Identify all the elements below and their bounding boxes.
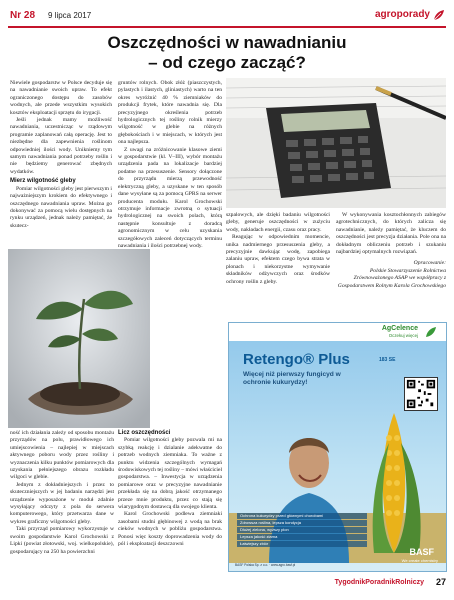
paragraph: W wykonywania kosztochłonnych zabiegów agrotechnicznych, do których zalicza się nawadnianie, należy pamiętać, że kluczem do oszczędności jest precyzja działania. Pole ona na dokładnym obliczeniu potrzeb i szukaniu najbardziej optymalnych rozwiązań.	[336, 212, 446, 256]
page-header	[8, 8, 446, 24]
ad-benefit-list	[237, 513, 367, 548]
ad-brand: AgCelence	[381, 325, 418, 332]
title-line-2: – od czego zacząć?	[148, 53, 306, 72]
ad-footnote: BASF Polska Sp. z o.o. · www.agro.basf.pl	[235, 563, 296, 567]
ad-benefit-item: Lepsza jakość ziarna	[237, 534, 367, 540]
ad-benefit-item: Zdrowsza roślina, lepsza kondycja	[237, 520, 367, 526]
lead-paragraph: Niewiele gospodarstw w Polsce decyduje się na nawadnianie swoich upraw. To efekt ograniczonego dostępu do zasobów wodnych, ale przede wszystkim wysokich kosztów eksploatacji sprzętu do irygacji.	[10, 80, 112, 116]
paragraph: ność ich działania zależy od sposobu montażu przyrządów na polu, prawidłowego ich umiejscowienia – najlepiej w miejscach aktywnego poboru wody przez rośliny i wyznaczenia kilku punktów pomiarowych dla uzyskania pełniejszego obrazu rozkładu wilgoci w glebie.	[10, 430, 114, 481]
column-2-bottom	[118, 428, 222, 549]
footer-brand: TygodnikPoradnikRolniczy	[334, 579, 424, 586]
ad-tagline: Więcej niż pierwszy fungicyd w ochronie kukurydzy!	[243, 371, 341, 386]
column-1-top	[10, 80, 112, 230]
ad-benefit-item: Ochrona kukurydzy przed głównymi chorobami	[237, 513, 367, 519]
ad-product-formulation: 183 SE	[379, 357, 396, 363]
column-4	[336, 212, 446, 290]
issue-number: Nr 28	[10, 10, 36, 21]
article-title	[20, 33, 434, 73]
page-number: 27	[435, 577, 446, 587]
title-line-1: Oszczędności w nawadnianiu	[107, 33, 347, 52]
paragraph: Karol Grochowski podlewa ziemniaki zasobami studni głębinowej z wodą na brak cieków wodnych w pobliżu gospodarstwa. Ponosi więc koszty doprowadzenia wody do pól i eksploatacji deszczowni	[118, 511, 222, 548]
agcelence-leaf-icon	[424, 325, 438, 339]
column-3	[226, 212, 330, 286]
header-rule	[8, 26, 446, 28]
paragraph: Jednym z dokładniejszych i przez to skuteczniejszych w jej badaniu narzędzi jest urządzenie wyposażone w moduł zdalnie wysyłający odczyty z pola do serwera komputerowego, który przetwarza dane w wykres graficzny wilgotności gleby.	[10, 481, 114, 525]
paragraph: Reagując w odpowiednim momencie, unika nadmiernego przesuszenia gleby, a precyzyjnie dawkując wodę, zapobiega zalaniu upraw, efektem czego bywa strata w plonach i niekorzystne wymywanie składników odżywczych oraz środków ochrony roślin z gleby.	[226, 234, 330, 285]
paragraph: Z uwagi na zróżnicowanie klasowe ziemi w gospodarstwie (kl. V–III), wybór montażu urządzenia pada na lokalizacje bardziej podatne na przesuszenie. Sensory dołączone do przyrządu mierzą przewodność elektryczną gleby, a uzyskane w ten sposób dane wysyłane są za pomocą GPRS na serwer producenta modułu. Karol Grochowski otrzymuje informacje zwrotną o sytuacji hydrologicznej na swoich polach, którą następnie konsultuje z doradcą agronomicznym w celu uzyskania szczegółowych zaleceń dotyczących terminu nawadniania i ilości potrzebnej wody.	[118, 146, 222, 249]
section-brand: agroporady	[374, 9, 430, 20]
column-2-top	[118, 80, 222, 250]
paragraph: Pomiar wilgotności gleby jest pierwszym i najważniejszym krokiem do efektywnego i oszczędnego nawadniania upraw. Można go dokonywać za pomocą wielu dostępnych na rynku urządzeń, jednak należy pamiętać, że skutecz-	[10, 185, 112, 229]
seedling-in-hands-photo	[8, 249, 150, 428]
basf-logo: BASF	[409, 547, 434, 557]
paragraph: szpalowych, ale dzięki badaniu wilgotności gleby, generuje oszczędności w zużyciu wody, nakładach energii, czasu oraz pracy.	[226, 212, 330, 233]
ad-benefit-item: Łatwiejszy zbiór	[237, 541, 367, 547]
retengo-advertisement[interactable]	[228, 322, 447, 572]
paragraph: Jeśli jednak mamy możliwość nawadniania, uczestnicząc w rządowym programie zaplanowań całą operację. Jest to niezbędne dla zapewnienia roślinom odpowiedniej ilości wody. Unikniemy tym samym nawadniania ponad potrzeby roślin i nie będziemy generować zbędnych wydatków.	[10, 117, 112, 175]
basf-tagline: We create chemistry	[401, 558, 438, 563]
ad-product-name: Retengo® Plus	[243, 351, 350, 368]
issue-date: 9 lipca 2017	[48, 11, 92, 20]
ad-brand-tagline: Oczekuj więcej	[388, 333, 418, 338]
signature-label: Opracowanie:	[413, 260, 446, 267]
signature-text: Polskie Stowarzyszenie Rolnictwa Zrównoważonego ASAP we współpracy z Gospodarstwem Rolnym Karola Grochowskiego	[337, 267, 446, 289]
paragraph: Taki przyrząd pomiarowy wykorzystuje w swoim gospodarstwie Karol Grochowski z Lipki (powiat złotowski, woj. wielkopolskie), gospodarujący na 250 ha powierzchni	[10, 526, 114, 555]
calculator-photo	[226, 78, 446, 208]
subheading: Licz oszczędności	[118, 430, 171, 436]
paragraph: gruntów rolnych. Obok złóż (piaszczystych, pylastych i ilastych, gliniastych) warto na ten okres wyróżnić 40 % ziemniaków do produkcji frytek, które nawadnia się. Dla precyzyjnego określenia potrzeb hydrologicznych tej rośliny rolnik mierzy wilgotność w glebie na różnych głębokościach i w miejscach, w których jest ona najlepsza.	[118, 80, 222, 146]
ad-benefit-item: Dłużej zielona, wyższy plon	[237, 527, 367, 533]
subheading: Mierz wilgotność gleby	[10, 178, 76, 185]
agroporady-leaf-icon	[432, 8, 446, 22]
paragraph: Pomiar wilgotności gleby pozwala mi na szybką reakcję i dzialanie adekwatne do potrzeb wodnych ziemniaka. To ważne z punktu widzenia szczególnych wymagań środowiskowych tej rośliny – mówi właściciel gospodarstwa. – Inwestycja w urządzenia pomiarowe oraz w precyzyjne nawadnianie przekłada się na dobrą jakość otrzymanego przeze mnie produktu, przez co stają się wiarygodnym dostawcą dla swojego klienta.	[118, 437, 222, 511]
column-1-bottom	[10, 430, 114, 556]
